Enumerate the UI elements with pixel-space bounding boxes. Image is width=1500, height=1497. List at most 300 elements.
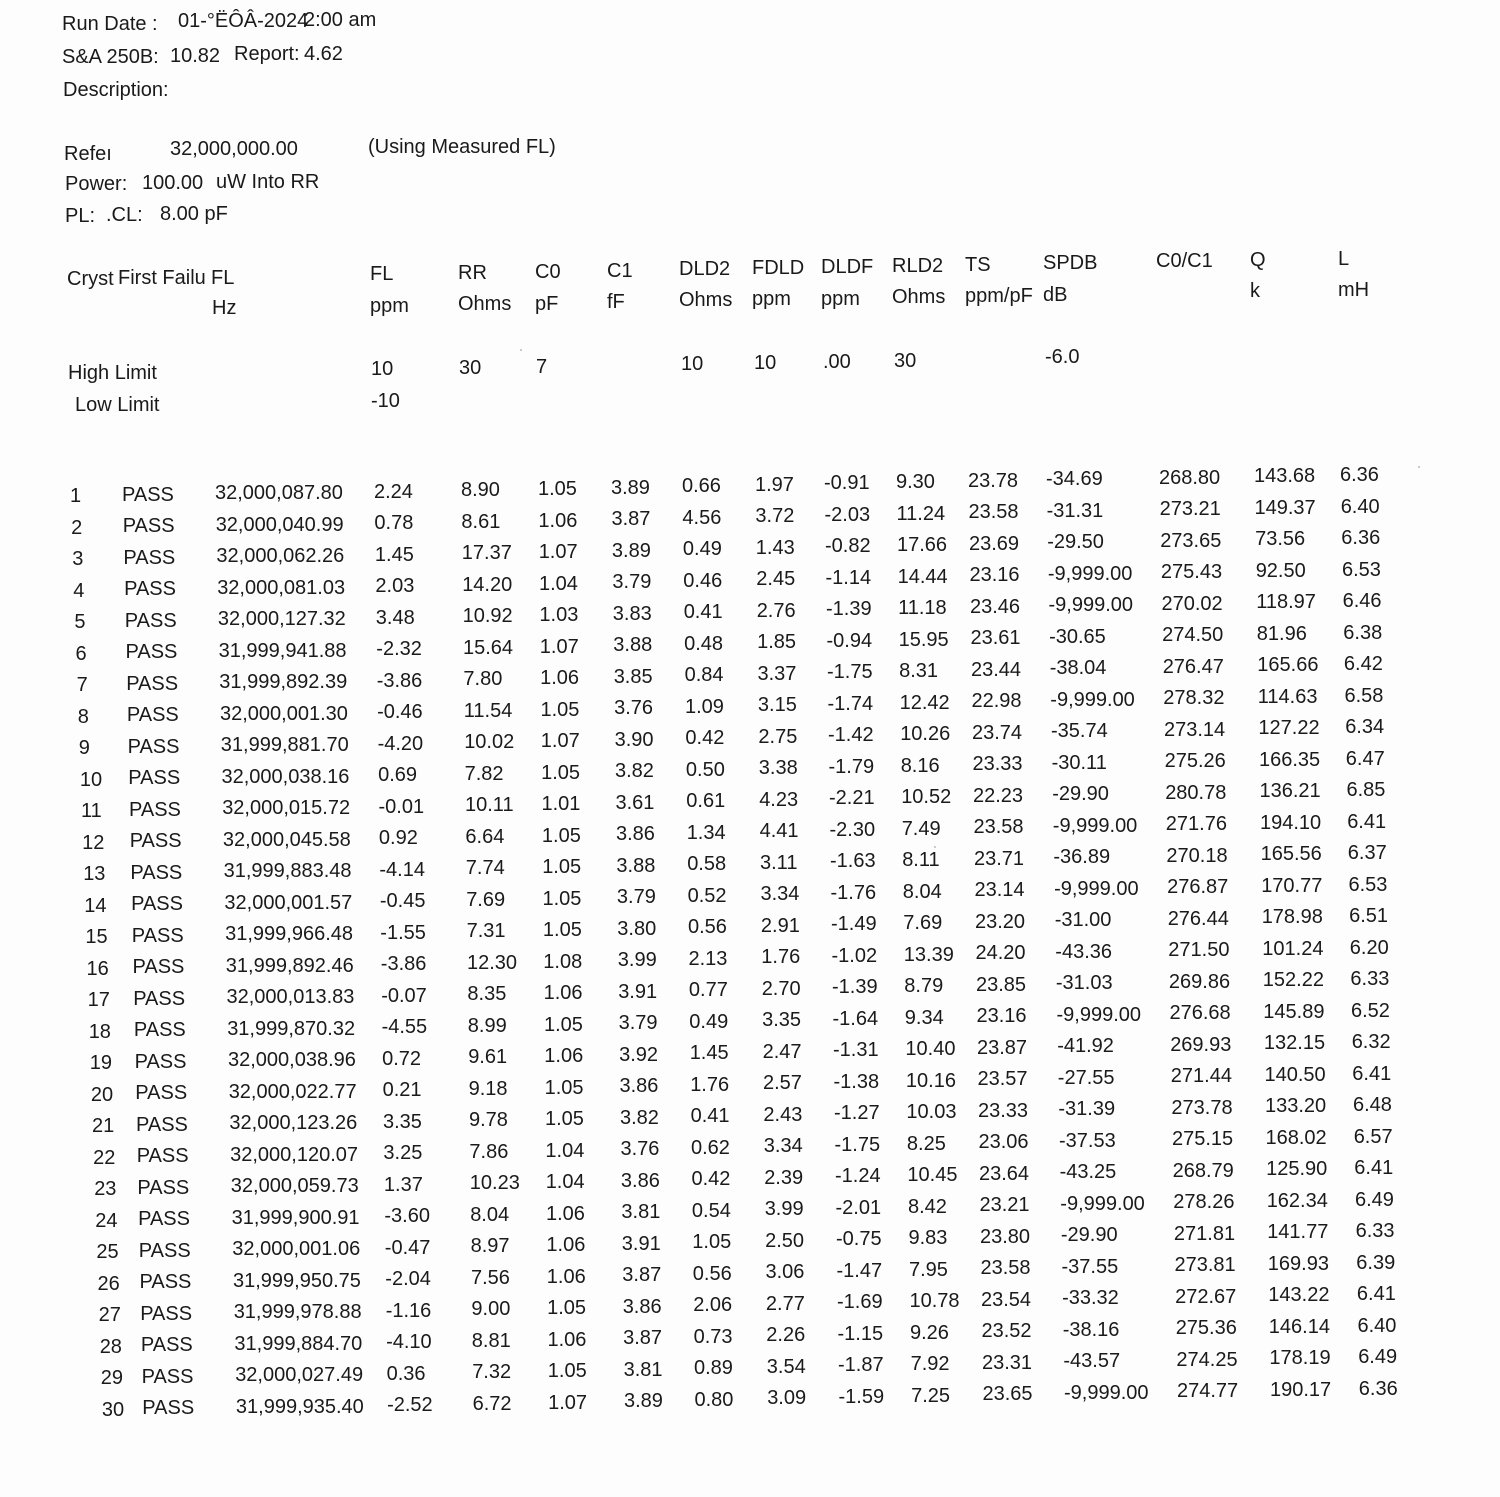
cell-cryst: 18: [88, 1020, 111, 1043]
cell-cryst: 29: [100, 1367, 124, 1389]
cell-rr: 7.31: [466, 920, 506, 943]
low-limit-flppm: -10: [371, 390, 400, 412]
cell-first-fail: PASS: [122, 483, 174, 506]
cell-c0: 1.06: [546, 1234, 586, 1256]
cell-fdld: 2.91: [760, 914, 800, 937]
cell-fdld: 2.76: [756, 599, 796, 622]
cell-fl-hz: 32,000,123.26: [229, 1112, 358, 1135]
cell-fl-ppm: 3.25: [383, 1142, 423, 1165]
cell-rr: 8.81: [471, 1329, 511, 1352]
cell-c1: 3.79: [616, 886, 656, 909]
cell-c1: 3.79: [618, 1012, 658, 1035]
cell-c1: 3.87: [623, 1327, 663, 1350]
cell-fdld: 3.38: [758, 757, 798, 780]
cell-l: 6.41: [1354, 1157, 1394, 1179]
cell-c1: 3.89: [611, 476, 650, 499]
cell-spdb: -9,999.00: [1047, 562, 1133, 585]
cell-c1: 3.86: [619, 1075, 659, 1098]
cell-ts: 23.06: [978, 1131, 1029, 1154]
cell-dldf: -1.69: [837, 1291, 883, 1314]
col-l: L: [1338, 248, 1350, 270]
cell-dld2: 0.61: [686, 790, 726, 813]
cell-c0c1: 271.76: [1165, 813, 1227, 836]
cell-c0c1: 276.47: [1162, 655, 1224, 678]
cell-fl-ppm: -2.04: [385, 1268, 431, 1291]
cell-dld2: 1.45: [689, 1042, 729, 1065]
cell-q: 178.19: [1269, 1347, 1331, 1370]
cell-ts: 23.58: [968, 501, 1019, 524]
cell-dldf: -2.21: [829, 787, 875, 810]
cell-spdb: -35.74: [1051, 720, 1108, 743]
cell-c0c1: 274.25: [1176, 1348, 1238, 1371]
cell-fdld: 3.54: [766, 1355, 806, 1378]
cell-c0: 1.06: [540, 667, 580, 689]
high-limit-label: High Limit: [68, 362, 157, 384]
cell-fdld: 2.43: [763, 1103, 803, 1126]
cell-fl-hz: 32,000,062.26: [216, 545, 345, 568]
cell-ts: 23.14: [974, 879, 1025, 902]
cell-rld2: 7.69: [903, 912, 943, 934]
cell-fdld: 3.11: [760, 851, 798, 874]
cell-first-fail: PASS: [139, 1271, 192, 1294]
cell-l: 6.40: [1357, 1314, 1397, 1337]
cell-dld2: 0.42: [691, 1168, 731, 1191]
col-spdb-unit: dB: [1043, 284, 1068, 306]
col-dldf: DLDF: [821, 256, 874, 278]
cell-cryst: 20: [90, 1083, 114, 1106]
high-limit-spdb: -6.0: [1045, 346, 1080, 368]
cell-l: 6.36: [1341, 527, 1381, 549]
cell-rr: 6.64: [465, 825, 505, 848]
cell-fl-ppm: -0.07: [381, 984, 427, 1007]
scan-speck: [934, 846, 936, 848]
cell-cryst: 6: [75, 642, 87, 665]
cell-cryst: 5: [74, 611, 86, 633]
cell-c1: 3.80: [617, 917, 657, 940]
cell-q: 101.24: [1262, 937, 1324, 960]
cell-spdb: -31.00: [1054, 909, 1112, 932]
cell-dldf: -1.42: [828, 724, 874, 747]
cell-fl-ppm: -0.01: [378, 795, 425, 818]
cell-q: 170.77: [1261, 874, 1323, 897]
cell-spdb: -43.25: [1059, 1161, 1117, 1184]
cell-rr: 10.92: [462, 605, 513, 628]
col-rr: RR: [458, 262, 487, 284]
cell-fl-hz: 32,000,022.77: [228, 1080, 357, 1103]
cell-q: 169.93: [1267, 1252, 1329, 1275]
cell-q: 92.50: [1255, 559, 1306, 582]
high-limit-rr: 30: [459, 357, 482, 379]
cell-rr: 17.37: [461, 542, 512, 565]
cell-rld2: 9.34: [904, 1006, 944, 1029]
cell-q: 165.56: [1260, 843, 1322, 866]
cell-fdld: 2.39: [764, 1166, 804, 1189]
cell-fdld: 2.26: [766, 1324, 806, 1347]
cell-dld2: 1.76: [690, 1073, 730, 1096]
cell-l: 6.42: [1343, 653, 1383, 675]
cell-rld2: 8.11: [902, 849, 940, 871]
cell-spdb: -30.11: [1051, 751, 1107, 774]
high-limit-fdld: 10: [754, 352, 777, 374]
cell-first-fail: PASS: [140, 1334, 193, 1357]
cell-rld2: 10.16: [905, 1069, 956, 1092]
cell-l: 6.37: [1347, 842, 1387, 864]
cell-c0c1: 273.81: [1174, 1254, 1236, 1277]
cell-first-fail: PASS: [125, 641, 178, 664]
cell-rr: 8.99: [467, 1014, 507, 1037]
cell-dldf: -1.31: [833, 1039, 879, 1062]
cell-fl-hz: 31,999,966.48: [225, 923, 353, 946]
cell-rld2: 12.42: [899, 691, 950, 714]
cell-c1: 3.82: [615, 760, 654, 783]
cell-c0: 1.04: [539, 572, 578, 595]
cell-ts: 23.54: [981, 1288, 1032, 1311]
cell-rr: 7.32: [472, 1361, 512, 1384]
cell-c0: 1.05: [542, 887, 582, 910]
cell-c1: 3.90: [614, 728, 654, 751]
cell-fdld: 2.70: [761, 977, 801, 1000]
col-fl: FL: [211, 267, 235, 289]
cell-dld2: 0.46: [683, 569, 723, 592]
cell-first-fail: PASS: [138, 1208, 190, 1231]
col-rr-unit: Ohms: [458, 293, 512, 315]
cell-first-fail: PASS: [123, 546, 176, 569]
cell-dldf: -1.79: [828, 755, 875, 778]
cell-first-fail: PASS: [129, 830, 182, 853]
cl-value: 8.00 pF: [160, 203, 228, 225]
cell-ts: 23.69: [969, 532, 1020, 555]
col-rld2: RLD2: [892, 255, 944, 277]
cell-q: 178.98: [1261, 906, 1323, 929]
cell-l: 6.38: [1343, 621, 1383, 644]
cell-dld2: 0.49: [689, 1010, 729, 1033]
cell-fl-hz: 32,000,045.58: [222, 828, 351, 851]
cell-spdb: -9,999.00: [1064, 1381, 1149, 1404]
cell-c0: 1.07: [539, 635, 579, 658]
cell-rld2: 8.31: [899, 660, 939, 682]
cell-rld2: 10.45: [907, 1164, 958, 1186]
cell-c0: 1.06: [544, 1045, 584, 1067]
cell-dldf: -1.27: [834, 1102, 880, 1125]
cell-q: 145.89: [1263, 1000, 1325, 1023]
cell-l: 6.85: [1346, 779, 1386, 801]
cell-dld2: 1.34: [686, 821, 726, 844]
col-ts-unit: ppm/pF: [965, 285, 1033, 307]
cell-fl-hz: 31,999,900.91: [231, 1206, 360, 1229]
cell-rld2: 15.95: [898, 628, 949, 651]
cell-ts: 23.21: [979, 1194, 1030, 1217]
cell-c0c1: 271.81: [1173, 1222, 1236, 1245]
cell-dldf: -1.38: [833, 1070, 880, 1093]
cell-rr: 15.64: [463, 636, 514, 659]
cell-rr: 8.61: [461, 510, 501, 533]
cell-first-fail: PASS: [136, 1113, 188, 1136]
cell-q: 168.02: [1265, 1126, 1327, 1149]
cell-q: 141.77: [1267, 1221, 1329, 1244]
cell-q: 133.20: [1265, 1095, 1327, 1118]
cell-c0c1: 272.67: [1175, 1285, 1237, 1308]
cell-rr: 8.90: [461, 479, 500, 502]
cell-l: 6.53: [1342, 558, 1381, 581]
cell-q: 152.22: [1262, 969, 1324, 992]
cell-ts: 23.64: [979, 1162, 1030, 1185]
cell-fl-ppm: 0.69: [378, 764, 418, 787]
sa-version: 10.82: [170, 45, 221, 67]
cell-spdb: -29.90: [1060, 1224, 1118, 1247]
cell-dldf: -1.39: [826, 598, 872, 621]
cell-c0c1: 275.43: [1160, 561, 1223, 584]
cell-rld2: 7.25: [911, 1384, 951, 1407]
cell-c0: 1.06: [547, 1328, 587, 1351]
cell-cryst: 11: [81, 800, 102, 822]
cell-cryst: 28: [99, 1335, 122, 1358]
cell-fdld: 1.43: [755, 536, 795, 559]
cell-first-fail: PASS: [135, 1082, 188, 1105]
cell-rld2: 7.95: [909, 1258, 948, 1281]
cell-fl-ppm: -0.47: [384, 1236, 431, 1259]
cell-c0c1: 270.18: [1166, 844, 1228, 867]
cell-rr: 9.00: [471, 1298, 511, 1321]
cell-spdb: -30.65: [1049, 625, 1106, 648]
cell-dldf: -1.74: [827, 692, 874, 715]
cell-fl-hz: 32,000,001.30: [220, 702, 348, 725]
col-flppm-unit: ppm: [370, 295, 409, 317]
cell-c1: 3.87: [611, 508, 651, 531]
cell-fl-hz: 32,000,013.83: [226, 986, 355, 1009]
cell-dld2: 0.48: [684, 632, 724, 655]
run-date-value: 01-°ËÔÂ-2024: [178, 10, 309, 32]
cell-dld2: 0.84: [684, 664, 724, 687]
cell-fl-hz: 32,000,001.57: [224, 891, 353, 914]
cell-first-fail: PASS: [124, 609, 177, 632]
cell-dldf: -1.24: [835, 1165, 881, 1188]
scan-speck: [1418, 466, 1420, 468]
cell-ts: 23.33: [978, 1099, 1029, 1122]
cell-rr: 11.54: [463, 699, 513, 722]
cell-l: 6.49: [1358, 1346, 1398, 1368]
cell-dld2: 2.13: [688, 947, 728, 970]
cell-fl-hz: 32,000,087.80: [215, 482, 343, 505]
cell-spdb: -31.39: [1058, 1098, 1116, 1121]
cell-q: 194.10: [1260, 811, 1322, 834]
cell-cryst: 13: [83, 863, 106, 885]
cell-fl-ppm: -4.20: [377, 732, 424, 755]
cell-dld2: 4.56: [682, 506, 722, 529]
cell-rld2: 9.83: [908, 1227, 948, 1249]
col-cryst: Cryst: [67, 268, 114, 290]
cell-dld2: 0.49: [682, 538, 722, 561]
cell-fdld: 2.57: [763, 1072, 802, 1095]
cell-c0: 1.01: [541, 793, 581, 815]
cell-c1: 3.86: [616, 823, 655, 846]
cell-rr: 8.35: [467, 983, 507, 1006]
cell-fl-hz: 31,999,892.46: [225, 954, 354, 977]
cell-l: 6.41: [1356, 1283, 1396, 1305]
cell-q: 149.37: [1254, 496, 1316, 519]
cell-l: 6.20: [1349, 936, 1389, 959]
cell-l: 6.53: [1348, 873, 1388, 896]
report-version: 4.62: [304, 43, 343, 65]
cell-fdld: 1.76: [761, 946, 801, 969]
cell-rr: 10.02: [464, 731, 515, 754]
cell-c0c1: 280.78: [1165, 781, 1227, 804]
cell-l: 6.57: [1353, 1125, 1393, 1148]
cell-cryst: 24: [95, 1209, 118, 1232]
cell-q: 125.90: [1266, 1158, 1328, 1181]
cell-first-fail: PASS: [138, 1239, 191, 1262]
cell-dld2: 0.42: [685, 727, 725, 750]
cell-ts: 23.71: [974, 847, 1025, 870]
cell-c0: 1.06: [538, 509, 578, 532]
cell-c0: 1.08: [543, 950, 583, 973]
cell-c1: 3.89: [611, 539, 651, 562]
cell-rr: 7.69: [466, 888, 506, 911]
cell-fdld: 2.50: [765, 1229, 805, 1252]
cell-c1: 3.61: [615, 791, 655, 814]
cell-fdld: 1.97: [755, 473, 794, 496]
cell-q: 140.50: [1264, 1063, 1326, 1086]
cell-rr: 7.86: [469, 1140, 509, 1163]
high-limit-flppm: 10: [371, 358, 394, 380]
cell-c0c1: 275.26: [1164, 750, 1226, 773]
cell-dld2: 0.56: [688, 916, 727, 939]
cell-first-fail: PASS: [129, 798, 181, 821]
cell-ts: 23.78: [968, 469, 1019, 492]
cell-dldf: -1.75: [827, 661, 873, 684]
cell-spdb: -9,999.00: [1050, 688, 1135, 711]
cell-fl-hz: 31,999,935.40: [235, 1395, 364, 1418]
cell-q: 127.22: [1258, 717, 1320, 740]
cell-cryst: 30: [101, 1398, 125, 1421]
cell-spdb: -9,999.00: [1048, 594, 1134, 617]
cell-spdb: -29.90: [1052, 783, 1109, 806]
col-spdb: SPDB: [1043, 252, 1098, 274]
cell-c0c1: 274.77: [1177, 1380, 1239, 1403]
cell-rld2: 11.18: [898, 597, 947, 619]
cell-q: 81.96: [1256, 622, 1307, 645]
cell-fdld: 3.09: [767, 1387, 807, 1410]
cell-dldf: -1.15: [837, 1322, 884, 1345]
cell-rld2: 8.42: [908, 1195, 947, 1218]
cell-c0c1: 276.87: [1167, 876, 1229, 899]
cell-q: 136.21: [1259, 780, 1321, 803]
cell-spdb: -34.69: [1046, 468, 1103, 491]
cell-dldf: -1.02: [831, 944, 878, 967]
cell-spdb: -9,999.00: [1054, 877, 1139, 900]
pl-label: PL:: [65, 205, 96, 227]
cell-fl-ppm: -3.86: [376, 669, 423, 692]
cell-spdb: -9,999.00: [1052, 814, 1138, 837]
cell-rld2: 8.16: [900, 754, 940, 777]
cell-c1: 3.88: [613, 634, 653, 657]
cell-dldf: -1.14: [825, 566, 872, 589]
cell-l: 6.36: [1358, 1377, 1398, 1400]
cell-dld2: 0.41: [683, 601, 723, 624]
cell-rr: 10.11: [465, 794, 514, 817]
cell-fl-ppm: -1.55: [380, 921, 426, 944]
cell-cryst: 21: [92, 1115, 115, 1137]
cell-q: 146.14: [1268, 1315, 1330, 1338]
cell-fdld: 1.85: [757, 631, 797, 654]
cell-l: 6.33: [1350, 968, 1390, 990]
cell-c0: 1.05: [545, 1108, 584, 1130]
cell-first-fail: PASS: [134, 1050, 187, 1073]
cell-c0: 1.05: [538, 478, 577, 500]
high-limit-c0: 7: [536, 356, 548, 378]
col-first-fail: First Failu: [118, 267, 206, 289]
col-fdld-unit: ppm: [752, 288, 791, 310]
cell-first-fail: PASS: [131, 924, 184, 947]
cell-cryst: 1: [70, 485, 82, 507]
cell-cryst: 19: [89, 1052, 113, 1074]
cell-ts: 23.16: [969, 564, 1020, 587]
cell-fdld: 3.15: [757, 694, 797, 717]
cell-fl-ppm: -2.32: [376, 638, 422, 661]
cell-cryst: 22: [93, 1146, 116, 1169]
cell-rld2: 10.03: [906, 1101, 957, 1123]
cell-rr: 9.18: [468, 1077, 508, 1100]
col-c1-unit: fF: [607, 291, 625, 313]
cell-rld2: 11.24: [896, 502, 946, 525]
cell-ts: 23.20: [975, 910, 1026, 933]
report-label: Report:: [234, 43, 300, 65]
cell-cryst: 26: [97, 1272, 120, 1295]
col-q-unit: k: [1250, 280, 1260, 302]
cell-fl-ppm: -0.45: [379, 890, 426, 913]
cell-fl-ppm: -3.60: [384, 1205, 430, 1228]
cell-fl-hz: 31,999,883.48: [223, 860, 352, 883]
cell-first-fail: PASS: [137, 1176, 190, 1199]
cell-dld2: 1.09: [685, 695, 724, 718]
cell-c0: 1.05: [544, 1013, 583, 1036]
cell-fdld: 2.75: [758, 725, 798, 748]
cell-rld2: 9.30: [896, 471, 935, 493]
cell-rr: 7.82: [464, 762, 504, 785]
cell-fl-hz: 31,999,892.39: [219, 671, 348, 694]
cell-fl-ppm: 2.03: [375, 575, 415, 598]
cell-c1: 3.92: [619, 1043, 659, 1066]
cell-q: 114.63: [1257, 685, 1318, 708]
cell-dldf: -2.30: [829, 818, 876, 841]
cell-fl-hz: 32,000,081.03: [217, 576, 346, 599]
cell-c0c1: 271.50: [1168, 939, 1230, 962]
col-dld2: DLD2: [679, 258, 731, 280]
cell-c1: 3.81: [621, 1201, 661, 1224]
cell-dldf: -1.64: [832, 1007, 879, 1030]
cell-fl-ppm: 0.21: [382, 1079, 422, 1102]
high-limit-rld2: 30: [894, 350, 917, 372]
cell-spdb: -31.31: [1046, 499, 1104, 522]
high-limit-dld2: 10: [681, 353, 704, 375]
cell-fl-ppm: 3.48: [375, 606, 415, 629]
cell-c0c1: 273.21: [1159, 498, 1221, 521]
cell-q: 190.17: [1270, 1378, 1332, 1401]
cell-spdb: -38.16: [1062, 1318, 1120, 1341]
cell-rr: 7.74: [465, 857, 505, 880]
cell-rld2: 17.66: [897, 534, 948, 556]
cell-rr: 9.61: [468, 1046, 508, 1069]
cell-first-fail: PASS: [127, 735, 180, 758]
cell-cryst: 23: [94, 1178, 117, 1200]
cell-cryst: 3: [72, 548, 84, 570]
cell-fl-hz: 32,000,027.49: [235, 1364, 364, 1387]
cell-c1: 3.86: [620, 1169, 660, 1192]
cell-dld2: 0.56: [692, 1262, 732, 1285]
cell-rr: 6.72: [472, 1392, 512, 1415]
cell-l: 6.41: [1352, 1062, 1392, 1085]
cell-first-fail: PASS: [126, 672, 179, 695]
cell-rld2: 10.78: [909, 1290, 960, 1312]
